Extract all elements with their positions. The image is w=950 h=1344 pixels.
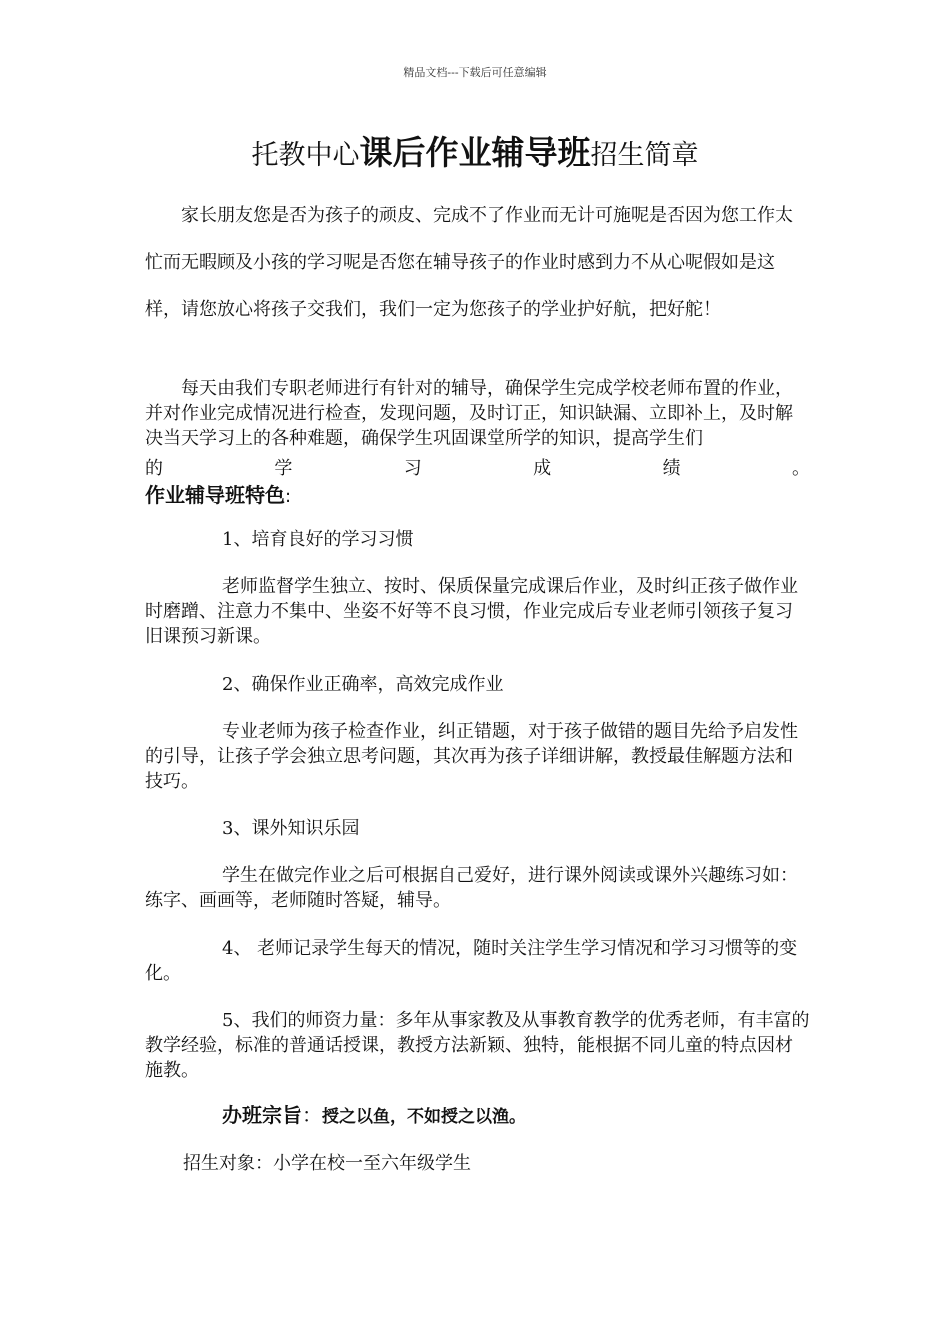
feature-1-body: 老师监督学生独立、按时、保质保量完成课后作业，及时纠正孩子做作业时磨蹭、注意力不集中、坐姿不好等不良习惯，作业完成后专业老师引领孩子复习旧课预习新课。	[145, 576, 798, 647]
daily-char: 成	[533, 458, 552, 479]
motto-text: 授之以鱼，不如授之以渔。	[322, 1107, 526, 1127]
feature-3-body: 学生在做完作业之后可根据自己爱好，进行课外阅读或课外兴趣练习如：练字、画画等，老师随时答疑，辅导。	[145, 865, 798, 911]
daily-paragraph: 每天由我们专职老师进行有针对的辅导，确保学生完成学校老师布置的作业，并对作业完成情况进行检查，发现问题，及时订正，知识缺漏、立即补上，及时解决当天学习上的各种难题，确保学生巩固课堂所学的知识，提高学生们	[145, 378, 793, 449]
daily-char: 的	[145, 458, 163, 479]
daily-paragraph-last-line	[145, 456, 810, 482]
daily-char: 绩	[662, 458, 681, 479]
page-header: 精品文档---下载后可任意编辑	[403, 66, 547, 79]
item-4-paragraph: 4、 老师记录学生每天的情况，随时关注学生学习情况和学习习惯等的变化。	[145, 938, 798, 984]
title-emphasis: 课后作业辅导班	[359, 133, 591, 172]
title-suffix: 招生简章	[590, 140, 699, 171]
section-heading	[145, 480, 810, 512]
enrollment-target: 招生对象：小学在校一至六年级学生	[183, 1153, 471, 1174]
feature-2-heading: 2、确保作业正确率，高效完成作业	[222, 674, 504, 695]
section-title: 作业辅导班特色	[145, 483, 285, 507]
daily-char: 学	[274, 458, 293, 479]
daily-char: 习	[403, 458, 422, 479]
section-colon: :	[285, 486, 292, 507]
feature-3-heading: 3、课外知识乐园	[222, 818, 360, 839]
feature-2-body: 专业老师为孩子检查作业，纠正错题，对于孩子做错的题目先给予启发性的引导，让孩子学会独立思考问题，其次再为孩子详细讲解，教授最佳解题方法和技巧。	[145, 721, 798, 792]
motto-label: 办班宗旨	[222, 1103, 302, 1127]
intro-paragraph: 家长朋友您是否为孩子的顽皮、完成不了作业而无计可施呢是否因为您工作太忙而无暇顾及小孩的学习呢是否您在辅导孩子的作业时感到力不从心呢假如是这样，请您放心将孩子交我们，我们一定为您孩子的学业护好航，把好舵！	[145, 205, 793, 320]
title-prefix: 托教中心	[251, 140, 360, 171]
item-5-paragraph: 5、我们的师资力量：多年从事家教及从事教育教学的优秀老师，有丰富的教学经验，标准的普通话授课，教授方法新颖、独特，能根据不同儿童的特点因材施教。	[145, 1010, 810, 1081]
motto-colon: ：	[302, 1103, 322, 1127]
motto-line	[222, 1099, 526, 1133]
document-title	[0, 132, 950, 177]
feature-1-heading: 1、培育良好的学习习惯	[222, 529, 414, 550]
daily-char: 。	[791, 458, 810, 479]
